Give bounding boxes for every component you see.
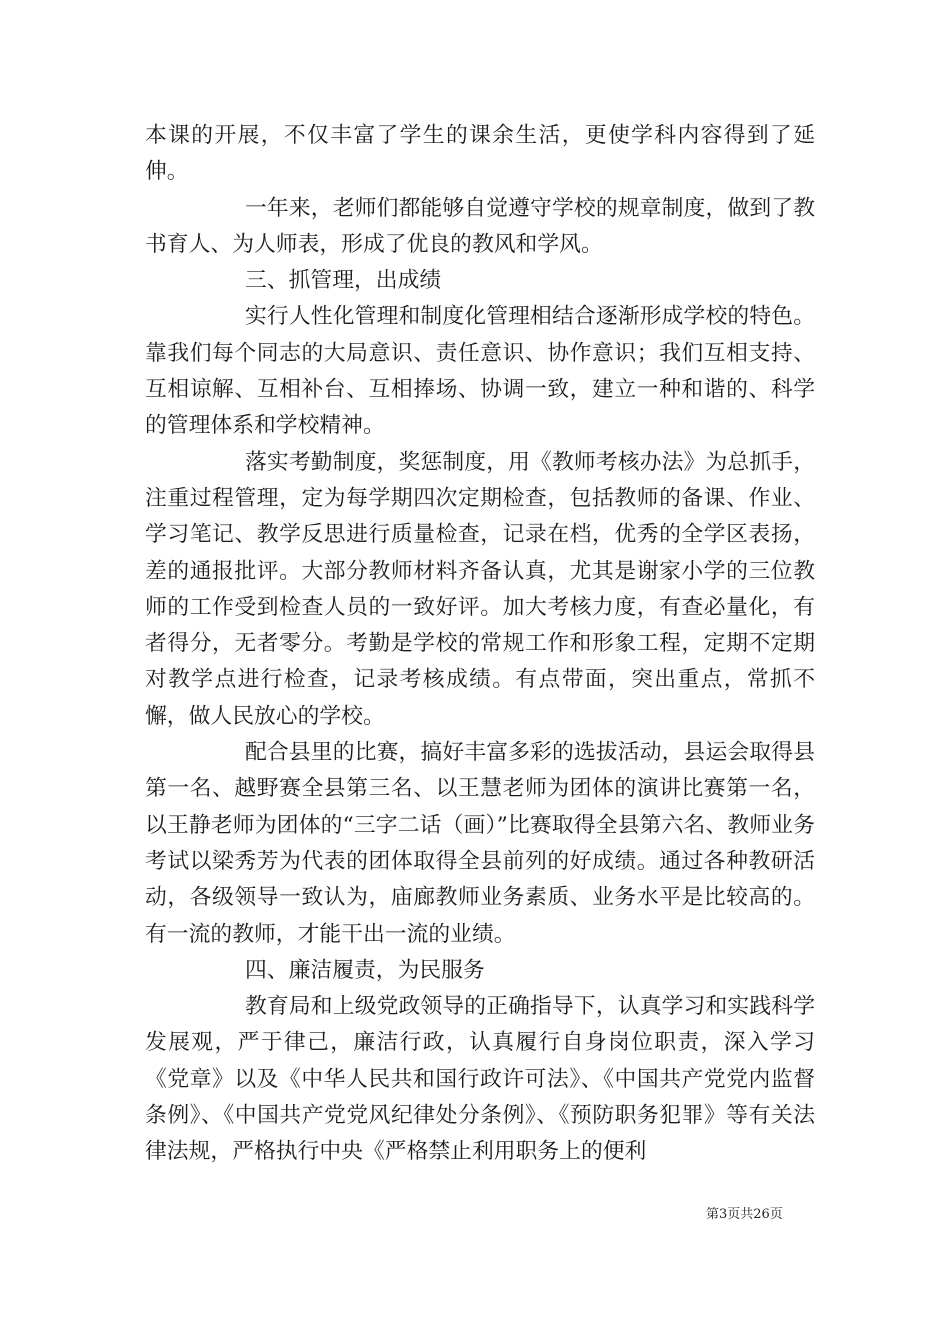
section-heading: 四、廉洁履责，为民服务 — [245, 957, 485, 983]
paragraph-continuation: 本课的开展，不仅丰富了学生的课余生活，更使学科内容得到了延伸。 — [145, 123, 815, 185]
paragraph: 配合县里的比赛，搞好丰富多彩的选拔活动，县运会取得县第一名、越野赛全县第三名、以王慧老师为团体的演讲比赛第一名，以王静老师为团体的“三字二话（画）”比赛取得全县第六名、教师业务考试以梁秀芳为代表的团体取得全县前列的好成绩。通过各种教研活动，各级领导一致认为，庙廊教师业务素质、业务水平是比较高的。有一流的教师，才能干出一流的业绩。 — [145, 740, 815, 947]
document-body — [145, 118, 815, 1171]
paragraph: 一年来，老师们都能够自觉遵守学校的规章制度，做到了教书育人、为人师表，形成了优良的教风和学风。 — [145, 195, 815, 257]
paragraph: 教育局和上级党政领导的正确指导下，认真学习和实践科学发展观，严于律己，廉洁行政，认真履行自身岗位职责，深入学习《党章》以及《中华人民共和国行政许可法》、《中国共产党党内监督条例》、《中国共产党党风纪律处分条例》、《预防职务犯罪》等有关法律法规，严格执行中央《严格禁止利用职务上的便利 — [145, 994, 815, 1165]
section-heading: 三、抓管理，出成绩 — [245, 268, 442, 294]
paragraph: 实行人性化管理和制度化管理相结合逐渐形成学校的特色。靠我们每个同志的大局意识、责任意识、协作意识；我们互相支持、互相谅解、互相补台、互相捧场、协调一致，建立一种和谐的、科学的管理体系和学校精神。 — [145, 304, 815, 439]
page-number-footer: 第3页共26页 — [706, 1207, 783, 1222]
paragraph: 落实考勤制度，奖惩制度，用《教师考核办法》为总抓手，注重过程管理，定为每学期四次定期检查，包括教师的备课、作业、学习笔记、教学反思进行质量检查，记录在档，优秀的全学区表扬，差的通报批评。大部分教师材料齐备认真，尤其是谢家小学的三位教师的工作受到检查人员的一致好评。加大考核力度，有查必量化，有者得分，无者零分。考勤是学校的常规工作和形象工程，定期不定期对教学点进行检查，记录考核成绩。有点带面，突出重点，常抓不懈，做人民放心的学校。 — [145, 449, 815, 729]
